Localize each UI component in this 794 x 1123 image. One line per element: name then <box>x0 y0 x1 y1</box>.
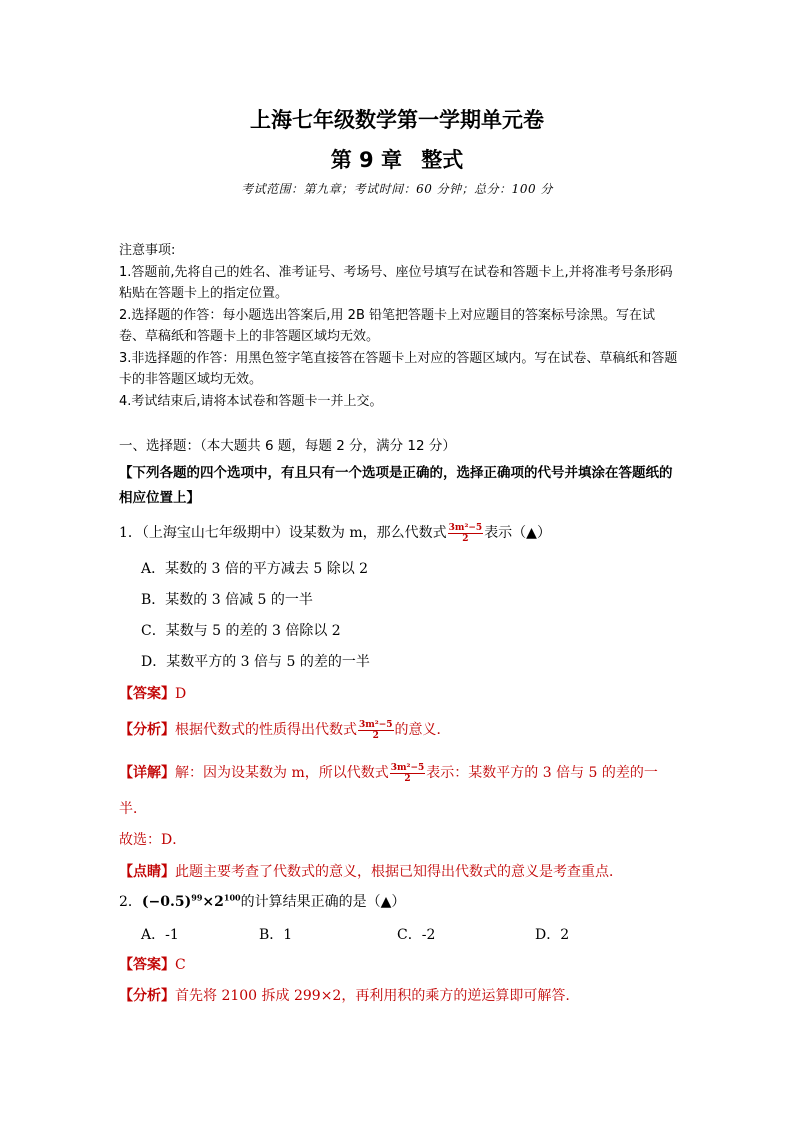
chapter-title <box>0 144 794 174</box>
chapter-name: 整式 <box>421 148 464 172</box>
notice-heading: 注意事项: <box>119 243 176 258</box>
choose-line: 故选：D． <box>119 832 187 848</box>
question-number: 1． <box>119 525 142 541</box>
fraction: $\frac{\text{3m²−5}}{2}$ <box>448 522 483 544</box>
question-1-stem <box>119 522 551 544</box>
analysis-text: 根据代数式的性质得出代数式 <box>175 722 357 738</box>
answer-tag: 【答案】 <box>119 686 175 702</box>
option-a: A．某数的 3 倍的平方减去 5 除以 2 <box>141 561 369 577</box>
detail-continue: 半． <box>119 801 147 817</box>
option-b: B．1 <box>259 927 293 943</box>
analysis-text: 首先将 2100 拆成 299×2，再利用积的乘方的逆运算即可解答. <box>175 988 570 1004</box>
option-c: C．-2 <box>397 927 436 943</box>
detail-line <box>119 762 658 784</box>
option-c: C．某数与 5 的差的 3 倍除以 2 <box>141 623 341 639</box>
stem-text: 的计算结果正确的是（▲） <box>240 894 406 910</box>
answer-value: C <box>175 957 186 973</box>
detail-text: 解：因为设某数为 m，所以代数式 <box>175 765 389 781</box>
exam-info: 考试范围：第九章；考试时间：60 分钟；总分：100 分 <box>241 182 553 196</box>
question-number: 2． <box>119 894 142 910</box>
comment-line <box>119 861 623 881</box>
notice-item: 4.考试结束后,请将本试卷和答题卡一并上交。 <box>119 393 383 409</box>
chapter-number: 第 9 章 <box>330 148 402 172</box>
option-d: D．某数平方的 3 倍与 5 的差的一半 <box>141 654 370 670</box>
analysis-line <box>119 985 570 1005</box>
stem-text: 设某数为 m，那么代数式 <box>288 525 447 541</box>
fraction: $\frac{\text{3m²−5}}{2}$ <box>359 719 393 741</box>
section-heading: 一、选择题：（本大题共 6 题，每题 2 分，满分 12 分） <box>119 438 456 454</box>
detail-tag: 【详解】 <box>119 765 175 781</box>
question-source: （上海宝山七年级期中） <box>141 525 289 541</box>
exam-title: 上海七年级数学第一学期单元卷 <box>250 108 544 132</box>
option-b: B．某数的 3 倍减 5 的一半 <box>141 592 313 608</box>
notice-block <box>119 240 679 412</box>
answer-value: D <box>175 686 187 702</box>
stem-text: 表示（▲） <box>484 525 551 541</box>
answer-line <box>119 954 186 974</box>
answer-tag: 【答案】 <box>119 957 175 973</box>
notice-item: 2.选择题的作答：每小题选出答案后,用 2B 铅笔把答题卡上对应题目的答案标号涂黑。写在试卷、草稿纸和答题卡上的非答题区域均无效。 <box>119 307 655 344</box>
fraction: $\frac{\text{3m²−5}}{2}$ <box>390 762 425 784</box>
answer-line <box>119 683 186 703</box>
detail-text: 表示：某数平方的 3 倍与 5 的差的一 <box>426 765 658 781</box>
question-2-stem <box>119 891 405 911</box>
analysis-text: 的意义． <box>394 722 451 738</box>
section-instruction: 【下列各题的四个选项中，有且只有一个选项是正确的，选择正确项的代号并填涂在答题纸的相应位置上】 <box>119 465 673 506</box>
notice-item: 1.答题前,先将自己的姓名、准考证号、考场号、座位号填写在试卷和答题卡上,并将准考号条形码粘贴在答题卡上的指定位置。 <box>119 264 673 301</box>
expression: $(-0.5)^{99}\times 2^{100}$ <box>141 892 241 910</box>
option-a: A．-1 <box>141 927 179 943</box>
comment-tag: 【点睛】 <box>119 864 175 880</box>
analysis-tag: 【分析】 <box>119 722 175 738</box>
analysis-tag: 【分析】 <box>119 988 175 1004</box>
option-d: D．2 <box>535 927 570 943</box>
notice-item: 3.非选择题的作答：用黑色签字笔直接答在答题卡上对应的答题区域内。写在试卷、草稿纸和答题卡的非答题区域均无效。 <box>119 350 678 387</box>
analysis-line <box>119 719 451 741</box>
comment-text: 此题主要考查了代数式的意义，根据已知得出代数式的意义是考查重点． <box>175 864 623 880</box>
